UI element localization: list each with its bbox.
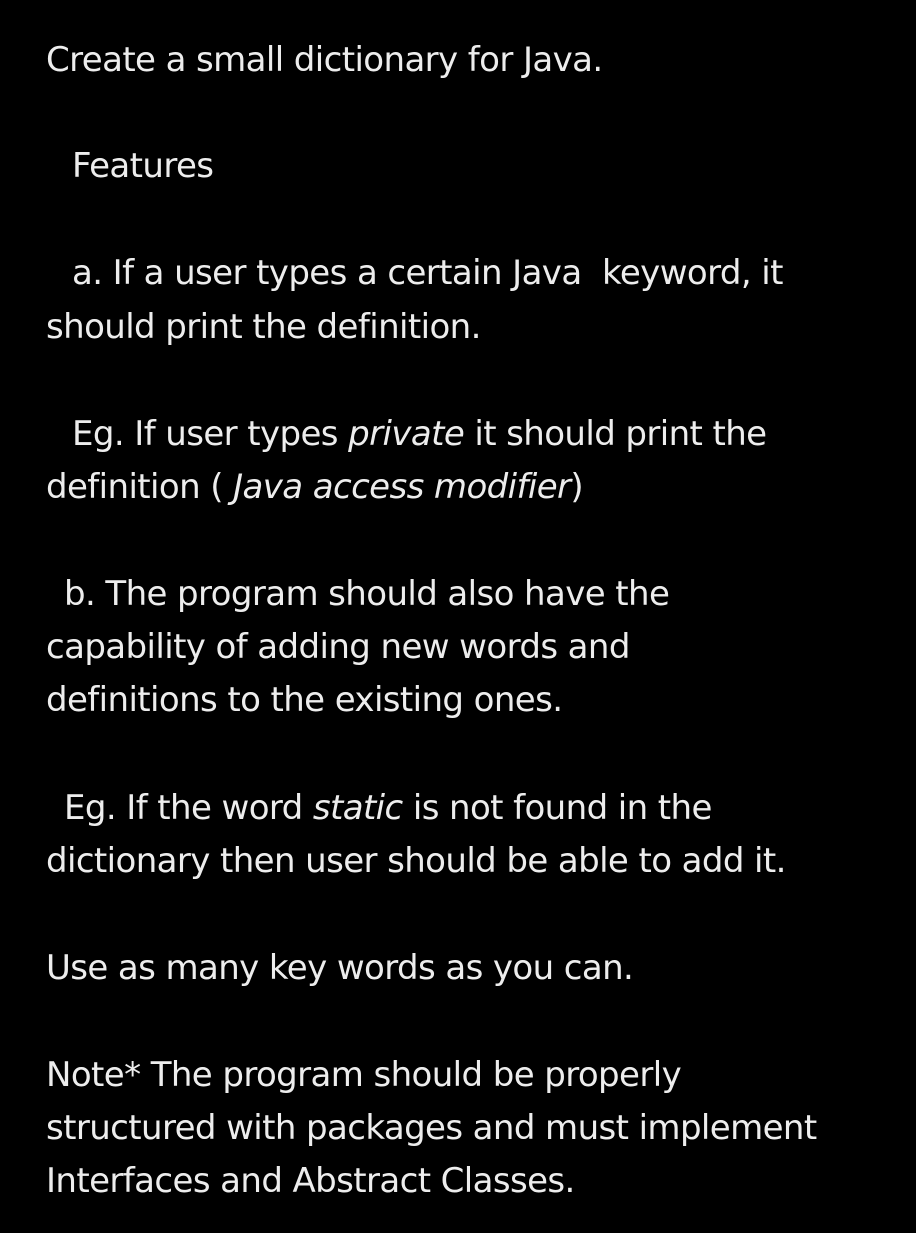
- example-a-line-1: [72, 414, 766, 454]
- feature-b-line-3: definitions to the existing ones.: [46, 680, 563, 720]
- final-note-line-2: structured with packages and must implement: [46, 1108, 817, 1148]
- example-b-keyword: static: [312, 788, 403, 828]
- example-a-line2-suffix: ): [570, 467, 584, 507]
- example-a-keyword: private: [348, 414, 465, 454]
- example-b-suffix: is not found in the: [402, 788, 712, 828]
- example-b-line-1: [64, 788, 712, 828]
- feature-b-line-1: b. The program should also have the: [64, 574, 670, 614]
- example-a-definition: Java access modifier: [233, 467, 571, 507]
- keywords-note: Use as many key words as you can.: [46, 948, 634, 988]
- example-b-line-2: dictionary then user should be able to add it.: [46, 841, 786, 881]
- example-a-prefix: Eg. If user types: [72, 414, 349, 454]
- example-b-prefix: Eg. If the word: [64, 788, 313, 828]
- example-a-suffix: it should print the: [464, 414, 767, 454]
- feature-a-line-1: a. If a user types a certain Java keyword, it: [72, 253, 783, 293]
- example-a-line-2: [46, 467, 583, 507]
- final-note-line-3: Interfaces and Abstract Classes.: [46, 1161, 575, 1201]
- final-note-line-1: Note* The program should be properly: [46, 1055, 682, 1095]
- features-heading: Features: [72, 146, 214, 186]
- feature-a-line-2: should print the definition.: [46, 307, 481, 347]
- example-a-line2-prefix: definition (: [46, 467, 234, 507]
- feature-b-line-2: capability of adding new words and: [46, 627, 630, 667]
- document-title: Create a small dictionary for Java.: [46, 40, 603, 80]
